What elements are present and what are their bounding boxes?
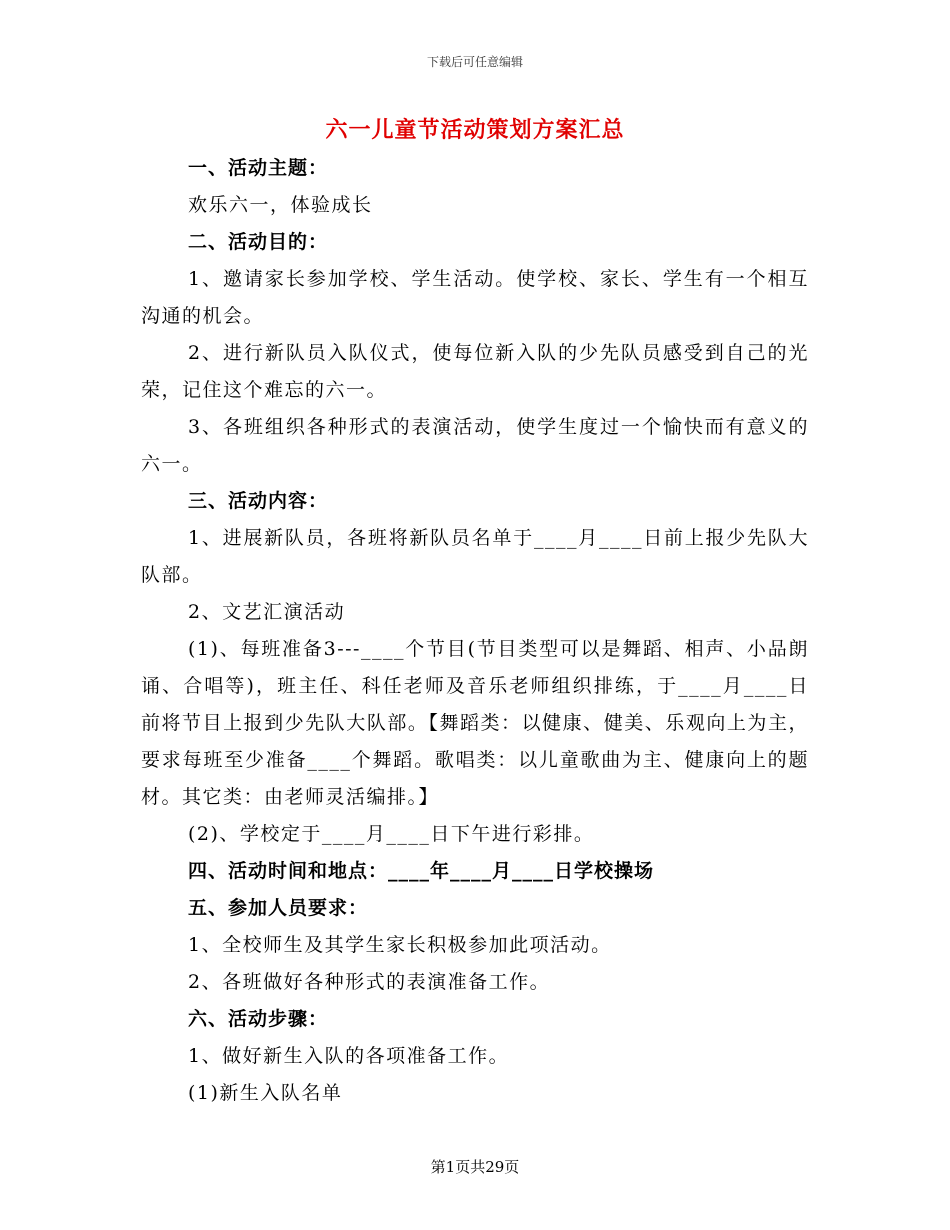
section-5-heading: 五、参加人员要求：	[188, 897, 369, 919]
page-footer: 第1页共29页	[430, 1158, 520, 1176]
section-2-heading: 二、活动目的：	[188, 231, 329, 253]
section-3-heading: 三、活动内容：	[188, 490, 329, 512]
section-3-item-1: 1、进展新队员，各班将新队员名单于____月____日前上报少先队大队部。	[141, 527, 809, 586]
page-title: 六一儿童节活动策划方案汇总	[325, 118, 625, 143]
document-body	[141, 150, 809, 1112]
section-3-item-2-1: (1)、每班准备3---____个节目(节目类型可以是舞蹈、相声、小品朗诵、合唱等)，班主任、科任老师及音乐老师组织排练，于____月____日前将节目上报到少先队大队部。【舞蹈类：以健康、健美、乐观向上为主，要求每班至少准备____个舞蹈。歌唱类：以儿童歌曲为主、健康向上的题材。其它类：由老师灵活编排。】	[141, 638, 809, 808]
section-5-item-1: 1、全校师生及其学生家长积极参加此项活动。	[188, 934, 612, 956]
section-3-item-2: 2、文艺汇演活动	[188, 601, 346, 623]
header-note: 下载后可任意编辑	[426, 55, 523, 69]
section-4-heading: 四、活动时间和地点：____年____月____日学校操场	[188, 860, 655, 882]
section-6-item-1: 1、做好新生入队的各项准备工作。	[188, 1045, 510, 1067]
section-5-item-2: 2、各班做好各种形式的表演准备工作。	[188, 971, 551, 993]
section-1-heading: 一、活动主题：	[188, 157, 329, 179]
section-1-text: 欢乐六一，体验成长	[188, 194, 373, 216]
section-6-heading: 六、活动步骤：	[188, 1008, 329, 1030]
section-2-item-2: 2、进行新队员入队仪式，使每位新入队的少先队员感受到自己的光荣，记住这个难忘的六一。	[141, 342, 809, 401]
section-2-item-1: 1、邀请家长参加学校、学生活动。使学校、家长、学生有一个相互沟通的机会。	[141, 268, 809, 327]
section-6-item-1-1: (1)新生入队名单	[188, 1082, 343, 1104]
section-3-item-2-2: (2)、学校定于____月____日下午进行彩排。	[188, 823, 595, 845]
section-2-item-3: 3、各班组织各种形式的表演活动，使学生度过一个愉快而有意义的六一。	[141, 416, 809, 475]
